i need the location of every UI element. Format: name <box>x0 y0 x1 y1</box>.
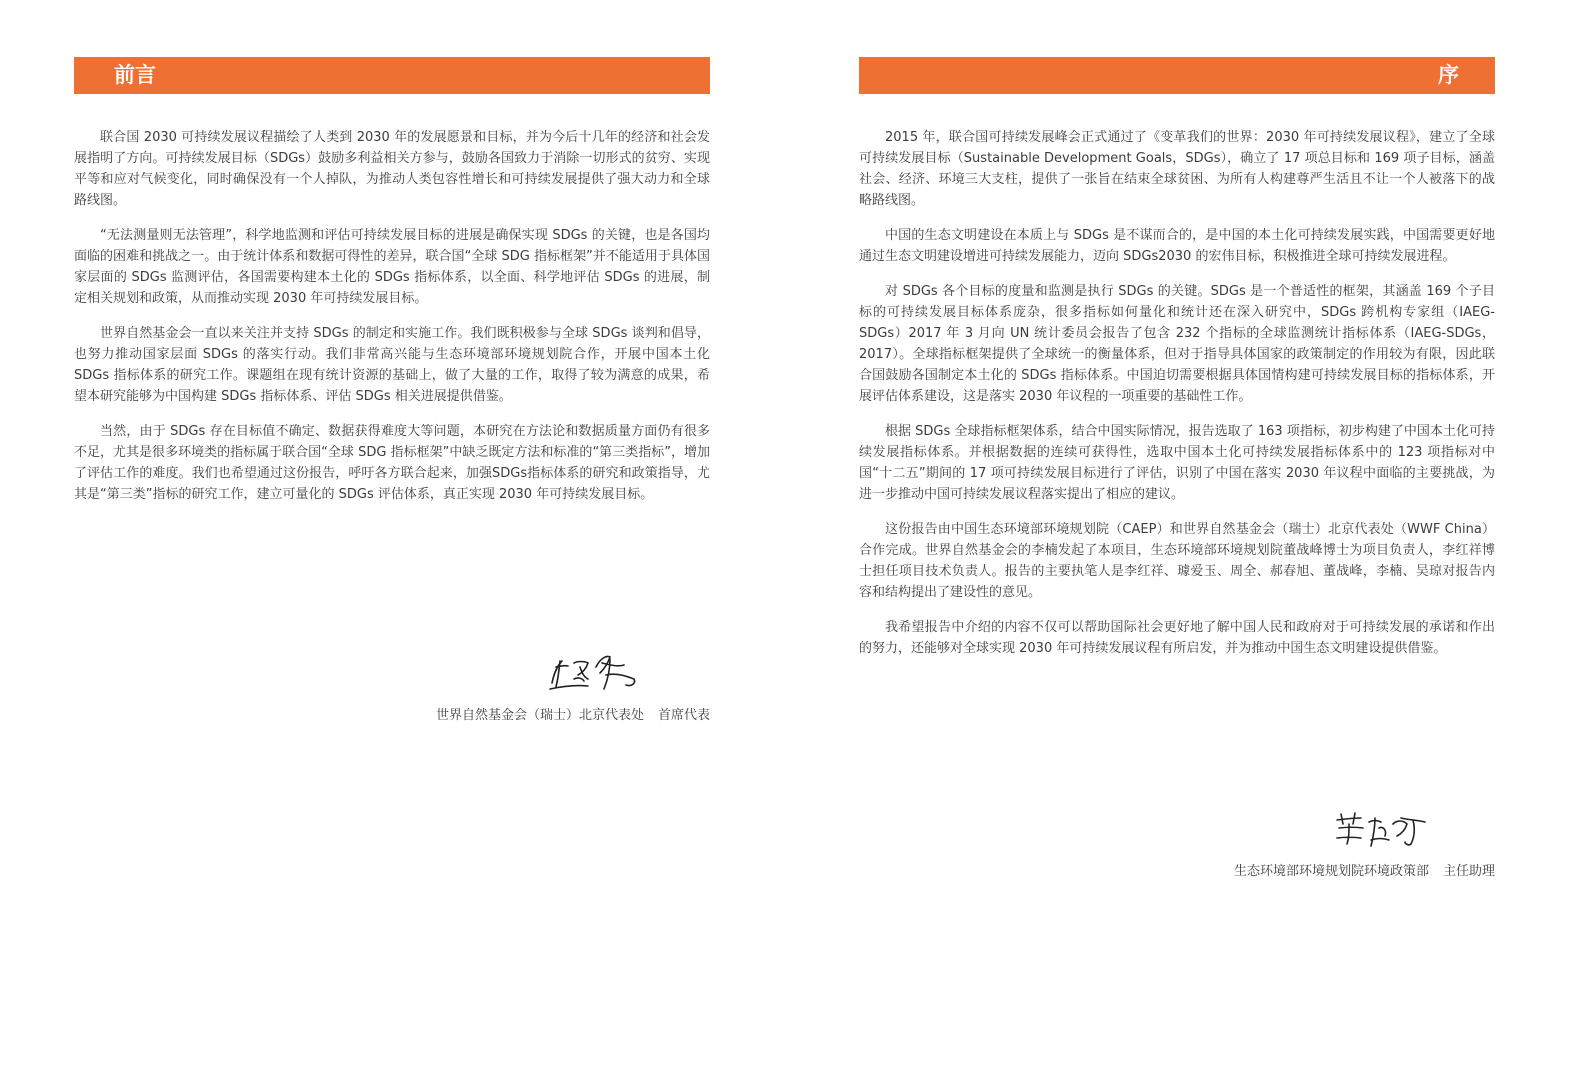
preface-paragraph-3: 对 SDGs 各个目标的度量和监测是执行 SDGs 的关键。SDGs 是一个普适性的框架，其涵盖 169 个子目标的可持续发展目标体系庞杂，很多指标如何量化和统计还在深入研究中，SDGs 跨机构专家组（IAEG-SDGs）2017 年 3 月向 UN 统计委员会报告了包含 232 个指标的全球监测统计指标体系（IAEG-SDGs，2017）。全球指标框架提供了全球统一的衡量体系，但对于指导具体国家的政策制定的作用较为有限，因此联合国鼓励各国制定本土化的 SDGs 指标体系。中国迫切需要根据具体国情构建可持续发展目标的指标体系，开展评估体系建设，这是落实 2030 年议程的一项重要的基础性工作。 <box>859 284 1495 404</box>
preface-signature-caption <box>1234 860 1495 879</box>
signature-organization: 世界自然基金会（瑞士）北京代表处 <box>435 708 644 723</box>
signature-organization: 生态环境部环境规划院环境政策部 <box>1233 864 1429 879</box>
preface-title: 序 <box>1438 63 1459 87</box>
preface-paragraph-5: 这份报告由中国生态环境部环境规划院（CAEP）和世界自然基金会（瑞士）北京代表处（WWF China）合作完成。世界自然基金会的李楠发起了本项目，生态环境部环境规划院董战峰博士为项目负责人，李红祥博士担任项目技术负责人。报告的主要执笔人是李红祥、璩爱玉、周全、郝春旭、董战峰，李楠、吴琼对报告内容和结构提出了建设性的意见。 <box>859 522 1495 600</box>
signature-title: 首席代表 <box>657 708 710 723</box>
preface-paragraph-2: 中国的生态文明建设在本质上与 SDGs 是不谋而合的，是中国的本土化可持续发展实践，中国需要更好地通过生态文明建设增进可持续发展能力，迈向 SDGs2030 的宏伟目标，积极推进全球可持续发展进程。 <box>859 228 1495 264</box>
foreword-paragraph-3: 世界自然基金会一直以来关注并支持 SDGs 的制定和实施工作。我们既积极参与全球 SDGs 谈判和倡导，也努力推动国家层面 SDGs 的落实行动。我们非常高兴能与生态环境部环境规划院合作，开展中国本土化 SDGs 指标体系的研究工作。课题组在现有统计资源的基础上，做了大量的工作，取得了较为满意的成果，希望本研究能够为中国构建 SDGs 指标体系、评估 SDGs 相关进展提供借鉴。 <box>74 326 710 404</box>
signature-title: 主任助理 <box>1442 864 1495 879</box>
left-page <box>74 0 710 1077</box>
preface-paragraph-4: 根据 SDGs 全球指标框架体系，结合中国实际情况，报告选取了 163 项指标，初步构建了中国本土化可持续发展指标体系。并根据数据的连续可获得性，选取中国本土化可持续发展指标体系中的 123 项指标对中国“十二五”期间的 17 项可持续发展目标进行了评估，识别了中国在落实 2030 年议程中面临的主要挑战，为进一步推动中国可持续发展议程落实提出了相应的建议。 <box>859 424 1495 502</box>
right-page <box>859 0 1495 1077</box>
foreword-paragraph-4: 当然，由于 SDGs 存在目标值不确定、数据获得难度大等问题，本研究在方法论和数据质量方面仍有很多不足，尤其是很多环境类的指标属于联合国“全球 SDG 指标框架”中缺乏既定方法和标准的“第三类指标”，增加了评估工作的难度。我们也希望通过这份报告，呼吁各方联合起来，加强SDGs指标体系的研究和政策指导，尤其是“第三类”指标的研究工作，建立可量化的 SDGs 评估体系，真正实现 2030 年可持续发展目标。 <box>74 424 710 502</box>
preface-paragraph-6: 我希望报告中介绍的内容不仅可以帮助国际社会更好地了解中国人民和政府对于可持续发展的承诺和作出的努力，还能够对全球实现 2030 年可持续发展议程有所启发，并为推动中国生态文明建设提供借鉴。 <box>859 620 1495 656</box>
foreword-paragraph-2: “无法测量则无法管理”，科学地监测和评估可持续发展目标的进展是确保实现 SDGs 的关键，也是各国均面临的困难和挑战之一。由于统计体系和数据可得性的差异，联合国“全球 SDG 指标框架”并不能适用于具体国家层面的 SDGs 监测评估，各国需要构建本土化的 SDGs 指标体系，以全面、科学地评估 SDGs 的进展，制定相关规划和政策，从而推动实现 2030 年可持续发展目标。 <box>74 228 710 306</box>
preface-paragraph-1: 2015 年，联合国可持续发展峰会正式通过了《变革我们的世界：2030 年可持续发展议程》，建立了全球可持续发展目标（Sustainable Development Goals，SDGs），确立了 17 项总目标和 169 项子目标，涵盖社会、经济、环境三大支柱，提供了一张旨在结束全球贫困、为所有人构建尊严生活且不让一个人被落下的战略路线图。 <box>859 130 1495 208</box>
foreword-signature-caption <box>436 704 710 723</box>
preface-header-bar <box>859 57 1495 94</box>
foreword-header-bar <box>74 57 710 94</box>
preface-body <box>859 127 1495 673</box>
foreword-title: 前言 <box>114 63 156 87</box>
foreword-paragraph-1: 联合国 2030 可持续发展议程描绘了人类到 2030 年的发展愿景和目标，并为今后十几年的经济和社会发展指明了方向。可持续发展目标（SDGs）鼓励多利益相关方参与，鼓励各国致力于消除一切形式的贫穷、实现平等和应对气候变化，同时确保没有一个人掉队，为推动人类包容性增长和可持续发展提供了强大动力和全球路线图。 <box>74 130 710 208</box>
handwritten-signature-right <box>1331 808 1431 850</box>
handwritten-signature-left <box>544 645 644 695</box>
foreword-body <box>74 127 710 519</box>
